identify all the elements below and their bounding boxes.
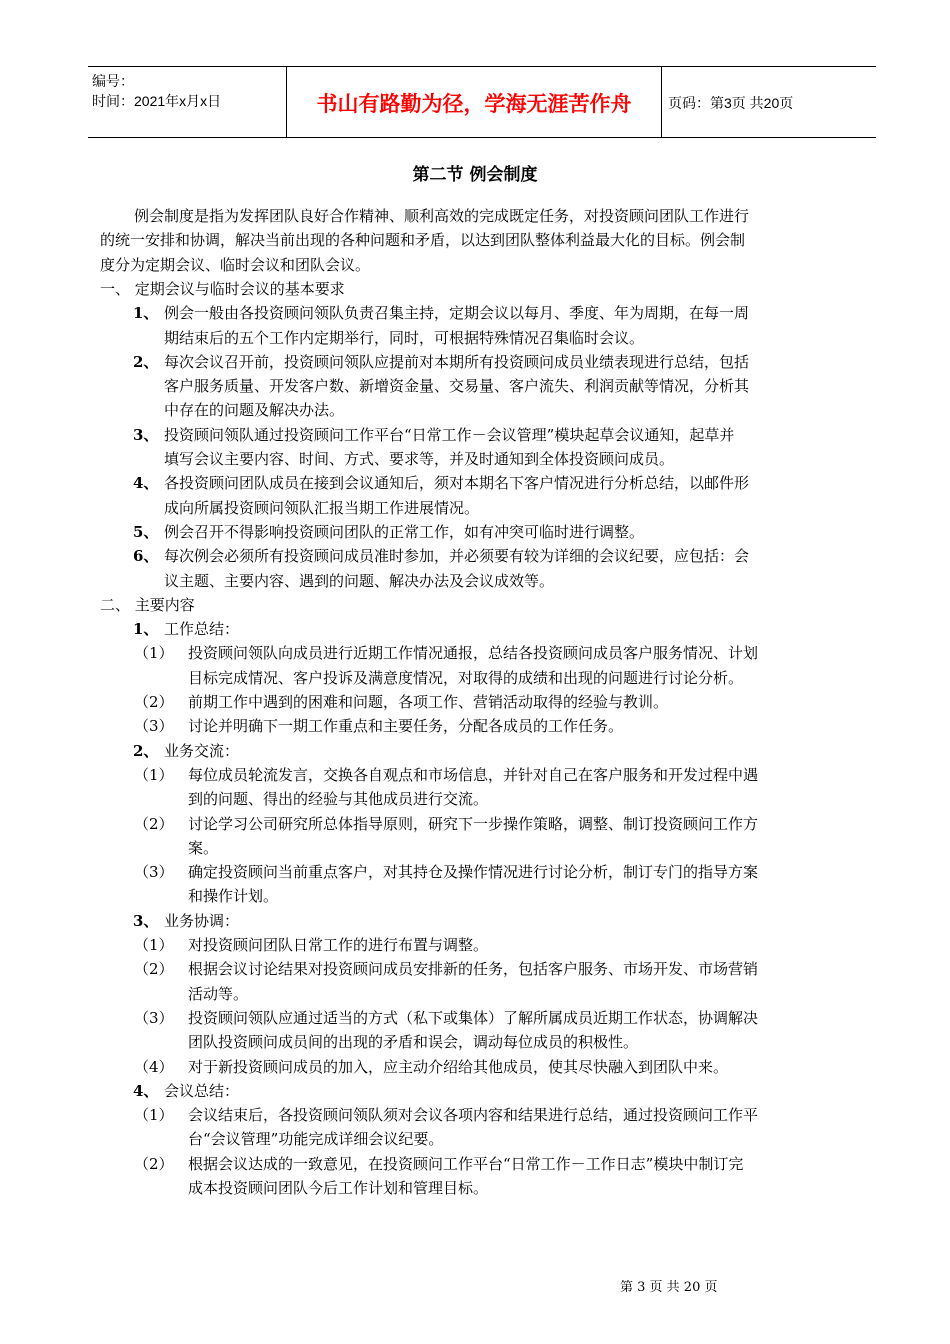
group-title: 工作总结：: [164, 620, 240, 639]
sub-item-number: （2）: [134, 1154, 174, 1173]
list-number: 3、: [133, 425, 159, 444]
list-item-line: 例会召开不得影响投资顾问团队的正常工作，如有冲突可临时进行调整。: [164, 522, 645, 541]
sub-item-line: 每位成员轮流发言，交换各自观点和市场信息，并针对自己在客户服务和开发过程中遇: [188, 765, 759, 784]
sub-item-line: 目标完成情况、客户投诉及满意度情况，对取得的成绩和出现的问题进行讨论分析。: [188, 668, 744, 687]
list-number: 4、: [133, 474, 159, 493]
sub-item-line: 根据会议达成的一致意见，在投资顾问工作平台“日常工作－工作日志”模块中制订完: [188, 1154, 744, 1173]
sub-item-number: （1）: [134, 765, 174, 784]
sub-item-number: （1）: [134, 936, 174, 954]
sub-item-line: 成本投资顾问团队今后工作计划和管理目标。: [188, 1179, 489, 1197]
list-item-line: 议主题、主要内容、遇到的问题、解决办法及会议成效等。: [164, 571, 555, 590]
sub-item-line: 活动等。: [188, 984, 249, 1003]
list-item-line: 客户服务质量、开发客户数、新增资金量、交易量、客户流失、利润贡献等情况，分析其: [164, 377, 750, 396]
sub-item-line: 讨论并明确下一期工作重点和主要任务，分配各成员的工作任务。: [188, 717, 624, 736]
list-number: 2、: [133, 352, 159, 371]
motto: 书山有路勤为径，学海无涯苦作舟: [316, 92, 632, 116]
sub-item-number: （2）: [134, 814, 174, 833]
sub-item-number: （4）: [134, 1057, 174, 1076]
sub-item-line: 团队投资顾问成员间的出现的矛盾和误会，调动每位成员的积极性。: [188, 1033, 639, 1052]
page-info: 页码：第3页 共20页: [668, 95, 794, 111]
sub-item-line: 对投资顾问团队日常工作的进行布置与调整。: [188, 936, 489, 954]
list-item-line: 各投资顾问团队成员在接到会议通知后，须对本期名下客户情况进行分析总结，以邮件形: [164, 474, 750, 493]
sub-item-line: 根据会议讨论结果对投资顾问成员安排新的任务，包括客户服务、市场开发、市场营销: [188, 960, 759, 979]
list-item-line: 中存在的问题及解决办法。: [164, 401, 345, 420]
sub-item-number: （1）: [134, 1106, 174, 1125]
header-meta: [88, 67, 286, 137]
list-item-line: 每次例会必须所有投资顾问成员准时参加，并必须要有较为详细的会议纪要，应包括：会: [164, 547, 750, 566]
list-item-line: 每次会议召开前，投资顾问领队应提前对本期所有投资顾问成员业绩表现进行总结，包括: [164, 352, 750, 371]
part1-heading: 一、 定期会议与临时会议的基本要求: [100, 279, 345, 298]
group-number: 3、: [133, 911, 159, 930]
code-label: 编号：: [92, 73, 134, 89]
sub-item-line: 和操作计划。: [188, 887, 279, 906]
sub-item-number: （2）: [134, 693, 174, 711]
sub-item-line: 到的问题、得出的经验与其他成员进行交流。: [188, 790, 489, 809]
sub-item-line: 确定投资顾问当前重点客户，对其持仓及操作情况进行讨论分析，制订专门的指导方案: [188, 863, 759, 882]
list-number: 5、: [133, 522, 159, 541]
header-motto-cell: [286, 67, 662, 137]
date-label: 时间：2021年x月x日: [92, 93, 222, 109]
intro-line: 度分为定期会议、临时会议和团队会议。: [100, 255, 371, 274]
list-item-line: 投资顾问领队通过投资顾问工作平台“日常工作－会议管理”模块起草会议通知，起草并: [164, 425, 735, 444]
sub-item-line: 前期工作中遇到的困难和问题，各项工作、营销活动取得的经验与教训。: [188, 693, 669, 711]
sub-item-line: 对于新投资顾问成员的加入，应主动介绍给其他成员，使其尽快融入到团队中来。: [188, 1057, 729, 1076]
sub-item-line: 会议结束后，各投资顾问领队须对会议各项内容和结果进行总结，通过投资顾问工作平: [188, 1106, 759, 1125]
group-title: 会议总结：: [164, 1081, 240, 1100]
sub-item-line: 案。: [188, 838, 219, 857]
part2-heading: 二、 主要内容: [100, 595, 195, 614]
sub-item-number: （3）: [134, 863, 174, 882]
sub-item-line: 投资顾问领队应通过适当的方式（私下或集体）了解所属成员近期工作状态，协调解决: [188, 1008, 759, 1027]
list-item-line: 期结束后的五个工作内定期举行，同时，可根据特殊情况召集临时会议。: [164, 328, 645, 347]
list-number: 6、: [133, 547, 159, 566]
list-item-line: 例会一般由各投资顾问领队负责召集主持，定期会议以每月、季度、年为周期，在每一周: [164, 304, 750, 323]
sub-item-line: 讨论学习公司研究所总体指导原则，研究下一步操作策略，调整、制订投资顾问工作方: [188, 814, 759, 833]
page-header: [88, 66, 876, 138]
list-item-line: 成向所属投资顾问领队汇报当期工作进展情况。: [164, 498, 480, 517]
sub-item-line: 投资顾问领队向成员进行近期工作情况通报，总结各投资顾问成员客户服务情况、计划: [188, 644, 759, 663]
section-title: 第二节 例会制度: [412, 165, 538, 185]
sub-item-number: （3）: [134, 717, 174, 736]
page-footer: 第 3 页 共 20 页: [620, 1280, 718, 1295]
sub-item-number: （3）: [134, 1008, 174, 1027]
list-number: 1、: [133, 304, 159, 323]
group-title: 业务交流：: [164, 741, 240, 760]
intro-line: 例会制度是指为发挥团队良好合作精神、顺利高效的完成既定任务，对投资顾问团队工作进行: [134, 207, 750, 225]
sub-item-line: 台“会议管理”功能完成详细会议纪要。: [188, 1130, 444, 1149]
intro-line: 的统一安排和协调，解决当前出现的各种问题和矛盾，以达到团队整体利益最大化的目标。例会制: [100, 231, 746, 250]
list-item-line: 填写会议主要内容、时间、方式、要求等，并及时通知到全体投资顾问成员。: [164, 450, 675, 468]
sub-item-number: （2）: [134, 960, 174, 979]
group-number: 4、: [133, 1081, 159, 1100]
group-number: 2、: [133, 741, 159, 760]
sub-item-number: （1）: [134, 644, 174, 663]
group-number: 1、: [133, 620, 159, 639]
group-title: 业务协调：: [164, 911, 240, 930]
